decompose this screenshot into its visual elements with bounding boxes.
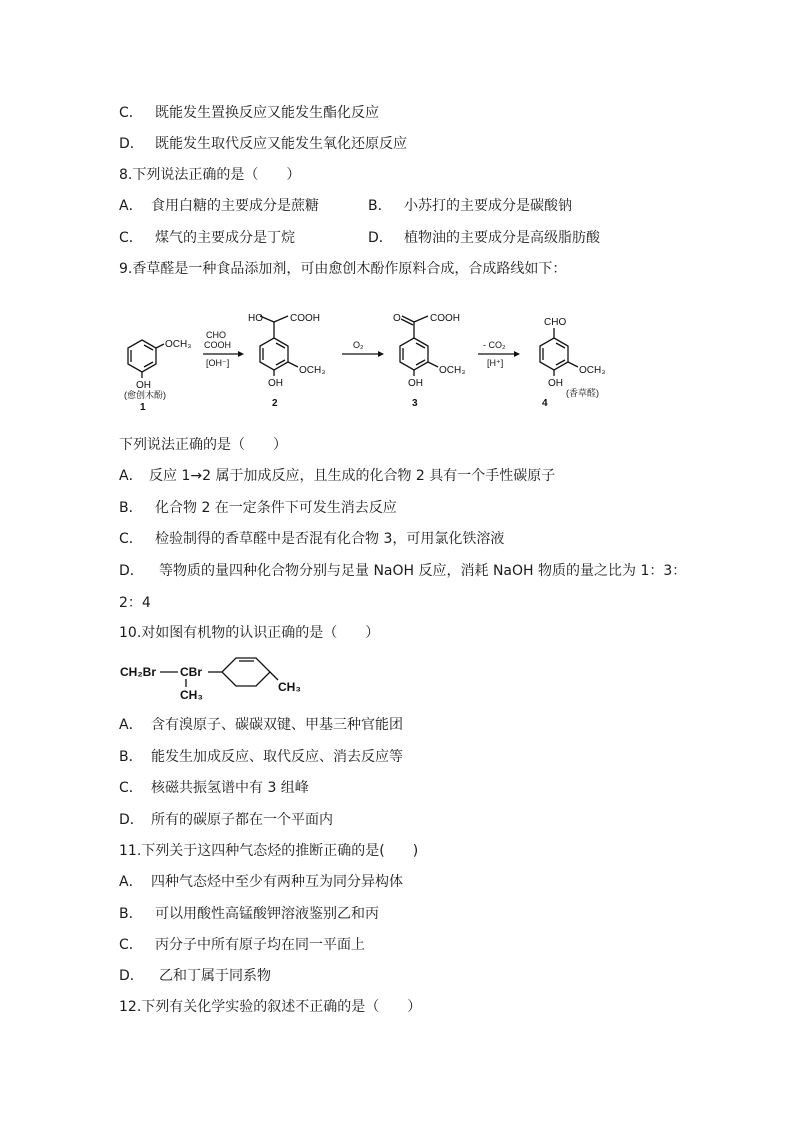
svg-text:O₂: O₂ xyxy=(353,340,364,350)
reaction-arrow-2 xyxy=(342,340,384,357)
svg-text:- CO₂: - CO₂ xyxy=(483,340,506,350)
q7-option-d: D． 既能发生取代反应又能发生氧化还原反应 xyxy=(119,136,407,152)
q10-option-d: D． 所有的碳原子都在一个平面内 xyxy=(119,812,333,828)
compound-1-number: 1 xyxy=(140,402,146,413)
svg-text:CHO: CHO xyxy=(206,330,226,340)
q10-option-a: A． 含有溴原子、碳碳双键、甲基三种官能团 xyxy=(119,717,403,733)
ch3-group-ring: CH₃ xyxy=(278,680,301,694)
q11-stem: 11.下列关于这四种气态烃的推断正确的是( ) xyxy=(119,843,419,859)
q10-option-c: C． 核磁共振氢谱中有 3 组峰 xyxy=(119,780,309,796)
compound-4-number: 4 xyxy=(542,398,548,409)
q9-option-a: A． 反应 1→2 属于加成反应，且生成的化合物 2 具有一个手性碳原子 xyxy=(119,468,556,484)
compound-3-keto-o: O xyxy=(393,313,401,324)
cbr-group: CBr xyxy=(180,665,203,679)
q11-option-a: A． 四种气态烃中至少有两种互为同分异构体 xyxy=(119,874,403,890)
q10-option-b: B． 能发生加成反应、取代反应、消去反应等 xyxy=(119,749,403,765)
compound-2-number: 2 xyxy=(272,398,278,409)
compound-1-structure xyxy=(124,339,191,413)
q9-stem: 9.香草醛是一种食品添加剂，可由愈创木酚作原料合成，合成路线如下： xyxy=(119,261,567,277)
q10-stem: 10.对如图有机物的认识正确的是（ ） xyxy=(119,625,380,641)
compound-4-methoxy: OCH₃ xyxy=(579,365,606,376)
q8-option-b: B． 小苏打的主要成分是碳酸钠 xyxy=(368,198,572,214)
q9-option-b: B． 化合物 2 在一定条件下可发生消去反应 xyxy=(119,500,397,516)
svg-text:COOH: COOH xyxy=(204,340,231,350)
ch2br-group: CH₂Br xyxy=(120,665,156,679)
q9-option-c: C． 检验制得的香草醛中是否混有化合物 3，可用氯化铁溶液 xyxy=(119,531,505,547)
reaction-arrow-3 xyxy=(478,340,520,368)
q8-option-a: A． 食用白糖的主要成分是蔗糖 xyxy=(119,198,319,214)
compound-2-hydroxyl: OH xyxy=(268,378,283,389)
q12-stem: 12.下列有关化学实验的叙述不正确的是（ ） xyxy=(119,999,422,1015)
compound-4-aldehyde: CHO xyxy=(544,317,567,328)
compound-4-hydroxyl: OH xyxy=(548,378,563,389)
compound-4-name: (香草醛) xyxy=(566,388,599,398)
q8-option-c: C． 煤气的主要成分是丁烷 xyxy=(119,230,295,246)
reaction-arrow-1 xyxy=(203,330,244,368)
compound-2-ho: HO xyxy=(248,313,263,324)
q9-option-d: D． 等物质的量四种化合物分别与足量 NaOH 反应，消耗 NaOH 物质的量之比为 1：3： xyxy=(119,563,687,579)
compound-3-hydroxyl: OH xyxy=(408,378,423,389)
compound-1-hydroxyl: OH xyxy=(136,380,151,391)
compound-3-number: 3 xyxy=(412,398,418,409)
q11-option-b: B． 可以用酸性高锰酸钾溶液鉴别乙和丙 xyxy=(119,906,379,922)
q8-stem: 8.下列说法正确的是（ ） xyxy=(119,167,301,183)
compound-1-name: (愈创木酚) xyxy=(124,390,166,400)
compound-1-methoxy: OCH₃ xyxy=(165,339,192,350)
compound-3-cooh: COOH xyxy=(430,313,460,324)
compound-4-structure xyxy=(540,317,605,409)
svg-text:[H⁺]: [H⁺] xyxy=(487,358,504,368)
q9-prompt: 下列说法正确的是（ ） xyxy=(119,437,287,453)
compound-2-methoxy: OCH₃ xyxy=(299,365,326,376)
compound-2-cooh: COOH xyxy=(290,313,320,324)
q11-option-c: C． 丙分子中所有原子均在同一平面上 xyxy=(119,937,365,953)
q11-option-d: D． 乙和丁属于同系物 xyxy=(119,968,271,984)
q7-option-c: C． 既能发生置换反应又能发生酯化反应 xyxy=(119,105,379,121)
ch3-group-chain: CH₃ xyxy=(180,688,203,702)
q8-option-d: D． 植物油的主要成分是高级脂肪酸 xyxy=(368,230,600,246)
q9-synthesis-scheme xyxy=(110,300,670,415)
q9-option-d-continued: 2：4 xyxy=(119,595,151,611)
q10-structure xyxy=(118,650,318,702)
compound-3-structure xyxy=(393,313,465,409)
compound-2-structure xyxy=(248,313,325,409)
compound-3-methoxy: OCH₃ xyxy=(439,365,466,376)
svg-text:[OH⁻]: [OH⁻] xyxy=(206,358,230,368)
